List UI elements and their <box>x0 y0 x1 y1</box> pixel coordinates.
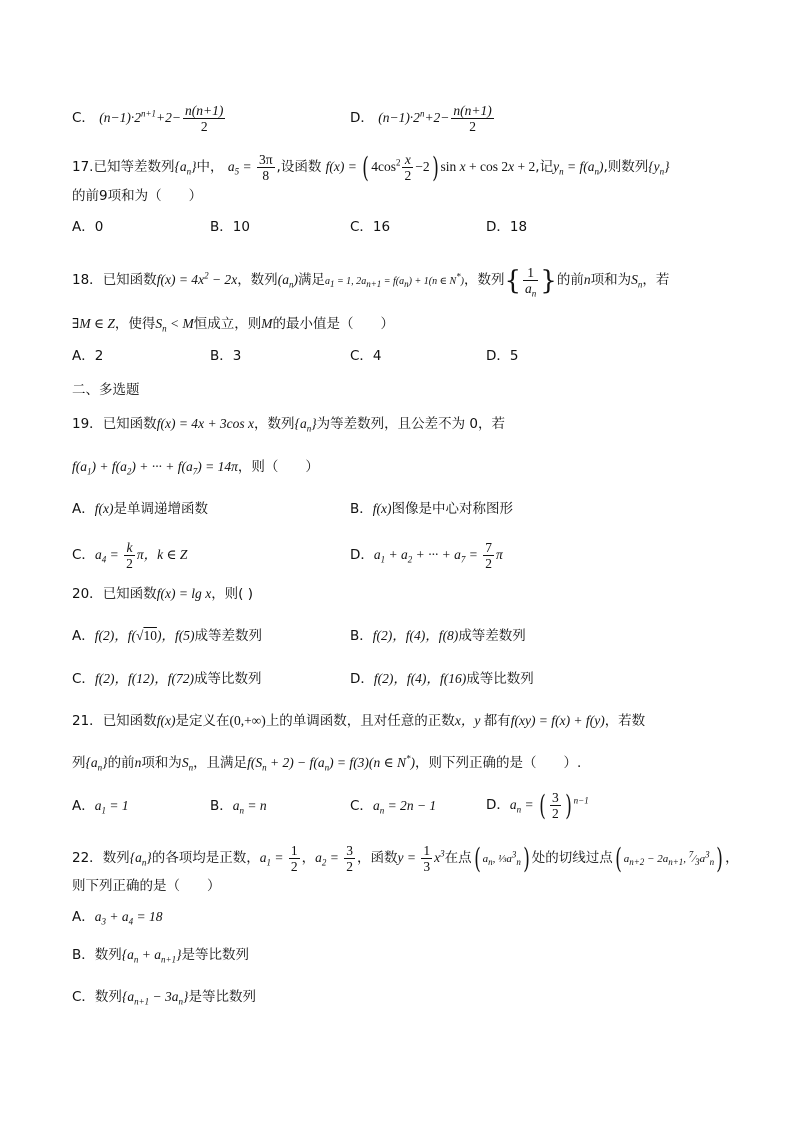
q17-option-b: B．10 <box>210 219 250 235</box>
q21-option-c: C．$a_n = 2n - 1$ <box>350 798 437 816</box>
q19-option-b: B．f(x)图像是中心对称图形 <box>350 501 514 517</box>
q21-stem: 21．已知函数f(x)是定义在(0,+∞)上的单调函数，且对任意的正数x，y 都有f(xy) = f(x) + f(y)，若数 <box>72 713 646 729</box>
q17-option-d: D．18 <box>486 219 528 235</box>
q19-stem-line2: $f(a_1) + f(a_2)$ + ··· + $f(a_7) = 14\pi$，则（ ） <box>72 459 319 477</box>
q17-option-c: C．16 <box>350 219 391 235</box>
q18-stem-line2: ∃M ∈ Z，使得$S_n < M$恒成立，则M的最小值是（ ） <box>72 316 394 334</box>
q20-option-b: B．f(2)，f(4)，f(8)成等差数列 <box>350 628 526 644</box>
q19-option-c: C．$a_4$ = $\frac{k}{2}$ π，k ∈ Z <box>72 540 188 571</box>
q22-stem: 22．数列$\{a_n\}$的各项均是正数，$a_1$ = $\frac{1}{2}$ ，$a_2$ = $\frac{3}{2}$ ，函数y = $\frac{1}{3}$ $x^3$在点( $a_n$, $\frac{1}{3}a^3_n$) 处的切线过点( $a_{n+2} - 2a_{n+1}$, $^7⁄_3a^3_n$) ， <box>72 841 739 875</box>
q21-option-a: A．$a_1 = 1$ <box>72 798 129 816</box>
q21-option-b: B．$a_n = n$ <box>210 798 267 816</box>
q19-option-a: A．f(x)是单调递增函数 <box>72 501 209 517</box>
q19-option-d: D．$a_1 + a_2$ + ··· + $a_7$ = $\frac{7}{2}$ π <box>350 540 503 571</box>
q17-stem-line2: 的前9项和为（ ） <box>72 188 203 204</box>
q20-stem: 20．已知函数f(x) = lg x，则( ) <box>72 586 254 602</box>
q22-option-b: B．数列$\{a_n + a_{n+1}\}$是等比数列 <box>72 947 250 965</box>
q18-option-d: D．5 <box>486 348 519 364</box>
q18-stem: 18．已知函数$f(x) = 4x^2 - 2x$，数列$(a_n)$满足$a_1 = 1$, $2a_{n+1} = f(a_n) + 1(n$ ∈ N*)，数列{ $\frac{1}{a_n}$ }的前n项和为$S_n$，若 <box>72 265 670 299</box>
q16-option-d: D． $(n-1)\cdot 2^n+2-$ $\frac{n(n+1)}{2}$ <box>350 103 492 134</box>
q22-stem-line2: 则下列正确的是（ ） <box>72 878 221 894</box>
q20-option-a: A．f(2)，f(√10)，f(5)成等差数列 <box>72 628 262 644</box>
q17-stem: 17.已知等差数列$\{a_n\}$中， $a_5$ = $\frac{3\pi}{8}$ ,设函数 f(x) = ( $4\cos^2$ $\frac{x}{2}$ −2) sin x + cos 2x + 2,记$y_n = f(a_n)$,则数列$\{y_n\}$ <box>72 150 670 184</box>
q20-option-c: C．f(2)，f(12)，f(72)成等比数列 <box>72 671 262 687</box>
q21-stem-line2: 列$\{a_n\}$的前n项和为$S_n$，且满足$f(S_n + 2) - f(a_n) = f(3)(n$ ∈ N*)，则下列正确的是（ ）. <box>72 753 582 773</box>
q18-option-a: A．2 <box>72 348 104 364</box>
q21-option-d: D．$a_n$ = ( $\frac{3}{2}$ ) $^{n-1}$ <box>486 788 589 822</box>
q18-option-b: B．3 <box>210 348 242 364</box>
q16-option-c: C． $(n-1)\cdot 2^{n+1}+2-$ $\frac{n(n+1)}{2}$ <box>72 103 224 134</box>
section-heading-multi-choice: 二、多选题 <box>72 382 140 398</box>
q19-stem: 19．已知函数f(x) = 4x + 3cos x，数列$\{a_n\}$为等差数列，且公差不为 0，若 <box>72 416 505 434</box>
q22-option-a: A．$a_3 + a_4 = 18$ <box>72 909 163 927</box>
q18-option-c: C．4 <box>350 348 382 364</box>
q22-option-c: C．数列$\{a_{n+1} - 3a_n\}$是等比数列 <box>72 989 256 1007</box>
q20-option-d: D．f(2)，f(4)，f(16)成等比数列 <box>350 671 534 687</box>
q17-option-a: A．0 <box>72 219 104 235</box>
